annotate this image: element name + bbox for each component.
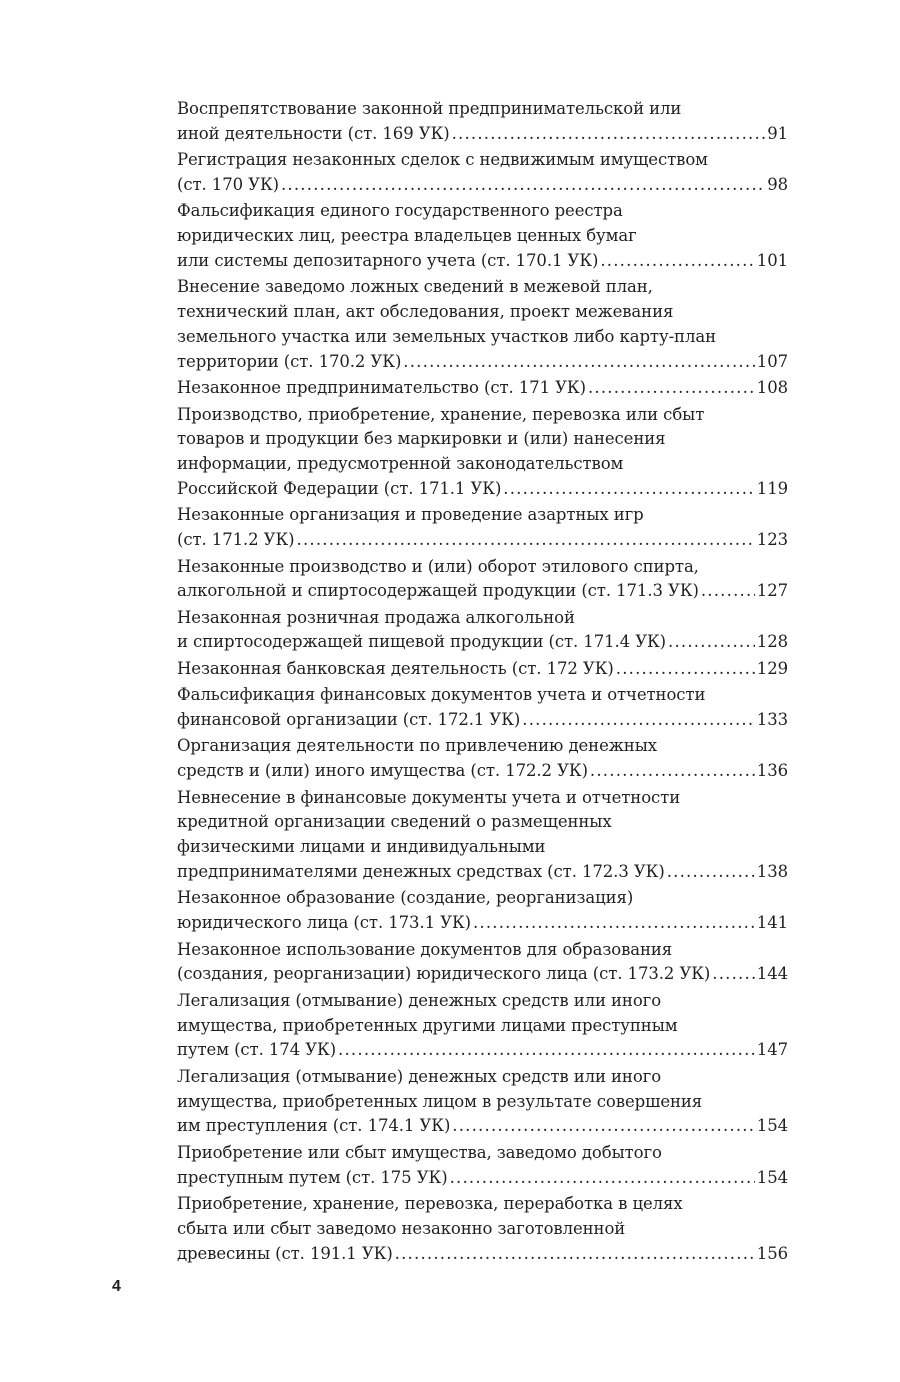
toc-entry-last-line	[177, 350, 788, 375]
toc-page-number: 108	[756, 378, 788, 398]
toc-entry-title-end: территории (ст. 170.2 УК)	[177, 351, 402, 371]
toc-entry	[177, 683, 788, 733]
toc-entry	[177, 938, 788, 988]
dot-leader	[297, 528, 755, 553]
toc-entry-last-line	[177, 911, 788, 936]
dot-leader	[450, 1166, 755, 1191]
toc-entry	[177, 555, 788, 605]
toc-page-number: 133	[756, 710, 788, 730]
toc-entry-title-end: древесины (ст. 191.1 УК)	[177, 1243, 393, 1263]
dot-leader	[395, 1242, 755, 1267]
toc-entry	[177, 376, 788, 401]
toc-entry-line: Незаконное использование документов для образования	[177, 939, 673, 959]
toc-entry-title-end: Незаконная банковская деятельность (ст. 172 УК)	[177, 658, 614, 678]
toc-entry-line: информации, предусмотренной законодательством	[177, 454, 624, 474]
toc-entry-line: Регистрация незаконных сделок с недвижимым имуществом	[177, 150, 708, 170]
toc-page-number: 129	[756, 658, 788, 678]
toc-entry	[177, 503, 788, 553]
toc-entry-line: товаров и продукции без маркировки и (или) нанесения	[177, 429, 666, 449]
toc-entry-line: физическими лицами и индивидуальными	[177, 837, 546, 857]
toc-entry-title-end: финансовой организации (ст. 172.1 УК)	[177, 710, 521, 730]
dot-leader	[668, 630, 755, 655]
dot-leader	[712, 962, 755, 987]
dot-leader	[452, 122, 766, 147]
toc-entry	[177, 97, 788, 147]
toc-entry-title-end: средств и (или) иного имущества (ст. 172.2 УК)	[177, 761, 588, 781]
toc-entry	[177, 989, 788, 1063]
toc-page-number: 128	[756, 632, 788, 652]
toc-page-number: 138	[756, 862, 788, 882]
toc-entry-line: Внесение заведомо ложных сведений в межевой план,	[177, 277, 653, 297]
toc-entry-title-end: им преступления (ст. 174.1 УК)	[177, 1116, 451, 1136]
toc-entry	[177, 1192, 788, 1266]
dot-leader	[503, 477, 755, 502]
page-number: 4	[112, 1278, 121, 1295]
toc-entry-title-end: алкогольной и спиртосодержащей продукции (ст. 171.3 УК)	[177, 581, 699, 601]
toc-entry-line: Приобретение, хранение, перевозка, переработка в целях	[177, 1193, 683, 1213]
toc-entry	[177, 606, 788, 656]
toc-entry-title-end: (ст. 171.2 УК)	[177, 530, 295, 550]
toc-entry-last-line	[177, 657, 788, 682]
dot-leader	[403, 350, 755, 375]
dot-leader	[667, 860, 755, 885]
toc-entry	[177, 657, 788, 682]
toc-entry-last-line	[177, 1114, 788, 1139]
dot-leader	[590, 759, 755, 784]
dot-leader	[701, 579, 755, 604]
toc-entry-title-end: Незаконное предпринимательство (ст. 171 УК)	[177, 378, 586, 398]
toc-page-number: 91	[767, 123, 788, 143]
toc-entry-title-end: путем (ст. 174 УК)	[177, 1040, 337, 1060]
dot-leader	[473, 911, 755, 936]
toc-entry-last-line	[177, 376, 788, 401]
dot-leader	[522, 708, 755, 733]
toc-entry-line: Фальсификация финансовых документов учета и отчетности	[177, 685, 706, 705]
toc-entry-title-end: преступным путем (ст. 175 УК)	[177, 1167, 448, 1187]
toc-entry-last-line	[177, 122, 788, 147]
toc-entry	[177, 1141, 788, 1191]
dot-leader	[281, 173, 765, 198]
toc-page-number: 154	[756, 1116, 788, 1136]
toc-entry-title-end: (ст. 170 УК)	[177, 174, 279, 194]
toc-entry-title-end: Российской Федерации (ст. 171.1 УК)	[177, 478, 502, 498]
toc-entry-line: Незаконные производство и (или) оборот этилового спирта,	[177, 556, 699, 576]
toc-entry-line: Организация деятельности по привлечению денежных	[177, 736, 657, 756]
toc-entry-line: Незаконная розничная продажа алкогольной	[177, 607, 575, 627]
dot-leader	[616, 657, 755, 682]
toc-page-number: 136	[756, 761, 788, 781]
toc-entry	[177, 148, 788, 198]
toc-entry-line: Приобретение или сбыт имущества, заведомо добытого	[177, 1142, 662, 1162]
toc-entry	[177, 275, 788, 374]
toc-entry-line: земельного участка или земельных участков либо карту-план	[177, 326, 716, 346]
toc-entry-last-line	[177, 630, 788, 655]
toc-page-number: 101	[756, 250, 788, 270]
toc-entry-line: Производство, приобретение, хранение, перевозка или сбыт	[177, 404, 705, 424]
toc-entry-last-line	[177, 860, 788, 885]
toc-entry	[177, 886, 788, 936]
toc-entry	[177, 403, 788, 502]
toc-page-number: 127	[756, 581, 788, 601]
table-of-contents	[177, 97, 788, 1268]
toc-entry	[177, 199, 788, 273]
toc-entry-last-line	[177, 759, 788, 784]
toc-entry-title-end: предпринимателями денежных средствах (ст. 172.3 УК)	[177, 862, 665, 882]
dot-leader	[338, 1038, 755, 1063]
toc-entry-line: Незаконное образование (создание, реорганизация)	[177, 888, 634, 908]
toc-entry-line: сбыта или сбыт заведомо незаконно заготовленной	[177, 1218, 626, 1238]
toc-entry-last-line	[177, 1242, 788, 1267]
toc-page-number: 141	[756, 913, 788, 933]
toc-entry-title-end: юридического лица (ст. 173.1 УК)	[177, 913, 471, 933]
toc-entry-title-end: (создания, реорганизации) юридического лица (ст. 173.2 УК)	[177, 964, 711, 984]
toc-page-number: 119	[756, 478, 788, 498]
toc-page-number: 144	[756, 964, 788, 984]
toc-page-number: 98	[767, 174, 788, 194]
toc-entry-last-line	[177, 249, 788, 274]
toc-entry-title-end: и спиртосодержащей пищевой продукции (ст. 171.4 УК)	[177, 632, 667, 652]
toc-entry	[177, 1065, 788, 1139]
toc-entry-line: технический план, акт обследования, проект межевания	[177, 302, 674, 322]
toc-entry-last-line	[177, 1166, 788, 1191]
dot-leader	[600, 249, 754, 274]
toc-entry-line: Легализация (отмывание) денежных средств или иного	[177, 990, 662, 1010]
toc-page-number: 147	[756, 1040, 788, 1060]
toc-page-number: 107	[756, 351, 788, 371]
toc-entry-last-line	[177, 1038, 788, 1063]
toc-entry-line: Незаконные организация и проведение азартных игр	[177, 505, 644, 525]
toc-entry-last-line	[177, 962, 788, 987]
toc-entry	[177, 734, 788, 784]
toc-entry-line: юридических лиц, реестра владельцев ценных бумаг	[177, 226, 637, 246]
dot-leader	[452, 1114, 755, 1139]
dot-leader	[588, 376, 755, 401]
toc-entry-title-end: иной деятельности (ст. 169 УК)	[177, 123, 450, 143]
toc-entry-line: Фальсификация единого государственного реестра	[177, 201, 623, 221]
toc-page-number: 156	[756, 1243, 788, 1263]
toc-entry-last-line	[177, 528, 788, 553]
toc-entry-title-end: или системы депозитарного учета (ст. 170.1 УК)	[177, 250, 599, 270]
toc-entry-line: Невнесение в финансовые документы учета и отчетности	[177, 787, 681, 807]
toc-entry-line: кредитной организации сведений о размещенных	[177, 812, 612, 832]
toc-entry	[177, 786, 788, 885]
toc-entry-line: Легализация (отмывание) денежных средств или иного	[177, 1066, 662, 1086]
toc-entry-last-line	[177, 477, 788, 502]
toc-entry-line: Воспрепятствование законной предпринимательской или	[177, 99, 682, 118]
toc-entry-last-line	[177, 173, 788, 198]
toc-page-number: 123	[756, 530, 788, 550]
toc-entry-line: имущества, приобретенных другими лицами преступным	[177, 1015, 678, 1035]
toc-entry-line: имущества, приобретенных лицом в результате совершения	[177, 1091, 703, 1111]
toc-entry-last-line	[177, 708, 788, 733]
toc-entry-last-line	[177, 579, 788, 604]
toc-page-number: 154	[756, 1167, 788, 1187]
